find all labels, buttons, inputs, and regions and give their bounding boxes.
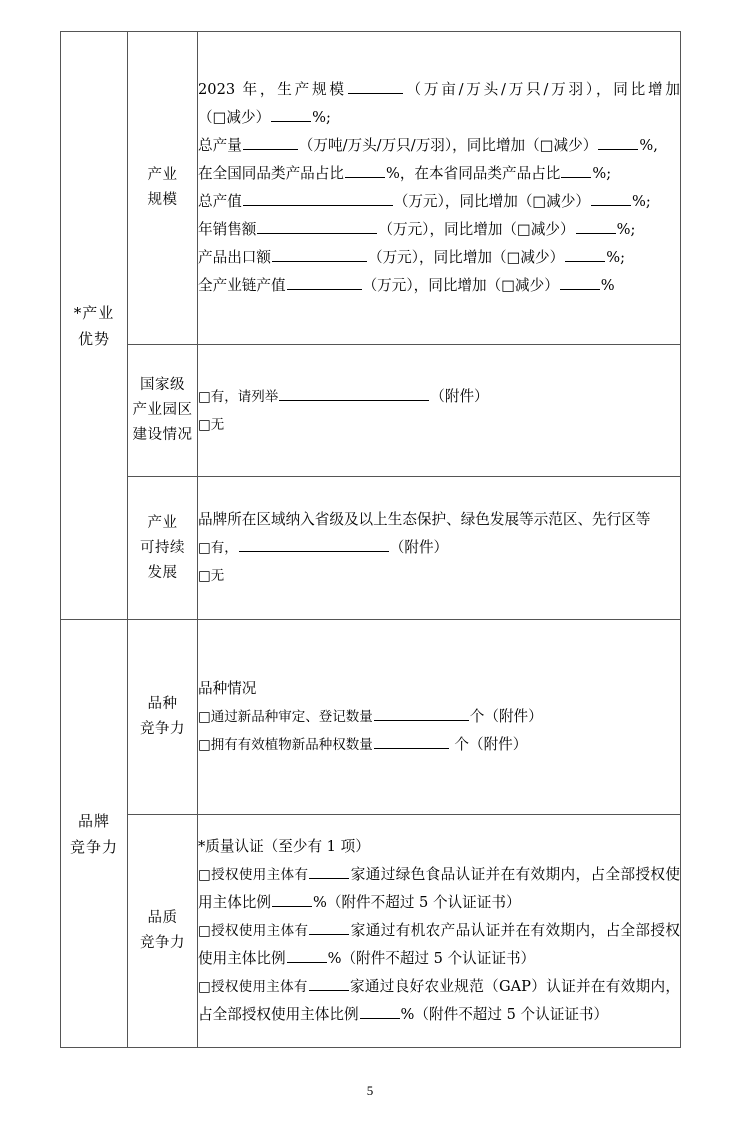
form-line-annual-sales xyxy=(198,216,680,244)
blank-total-output-change-pct[interactable] xyxy=(598,134,638,150)
cell-national-park-content xyxy=(198,345,681,477)
text-segment: %（附件不超过 5 个认证证书） xyxy=(327,950,536,967)
blank-annual-sales-amount[interactable] xyxy=(257,218,377,234)
group-label-line: *产业 xyxy=(73,303,115,322)
text-segment: 全产业链产值 xyxy=(198,277,286,294)
checkbox-park-has[interactable]: □有，请列举 xyxy=(198,388,279,405)
text-segment: %（附件不超过 5 个认证证书） xyxy=(312,894,521,911)
text-segment: %（附件不超过 5 个认证证书） xyxy=(400,1006,609,1023)
checkbox-green-food-cert[interactable]: □授权使用主体有 xyxy=(198,867,309,883)
form-line-gap-cert xyxy=(198,973,680,1029)
group-label-line: 竞争力 xyxy=(69,837,118,856)
text-segment: 年销售额 xyxy=(198,221,257,238)
page-number: 5 xyxy=(366,1083,374,1098)
text-segment: %，在本省同品类产品占比 xyxy=(385,165,561,182)
cell-industry-scale-content xyxy=(198,32,681,345)
text-segment: 家通过有机农产品认证并在有效期内，占全部授权使用主体比例 xyxy=(198,922,680,967)
checkbox-variety-rights[interactable]: □拥有有效植物新品种权数量 xyxy=(198,737,373,753)
text-segment: （附件） xyxy=(430,387,489,405)
table-row-industry-scale xyxy=(61,32,681,345)
sub-label-line: 发展 xyxy=(147,564,178,581)
cell-quality-competitiveness-content xyxy=(198,815,681,1048)
form-line-export-value xyxy=(198,244,680,272)
form-line-variety-rights xyxy=(198,731,680,759)
blank-park-list[interactable] xyxy=(279,385,429,401)
blank-sustain-detail[interactable] xyxy=(239,536,389,552)
blank-green-food-cert-pct[interactable] xyxy=(272,891,312,907)
text-segment: %; xyxy=(632,193,651,210)
group-label-brand-competitiveness xyxy=(61,620,128,1048)
blank-export-value-change-pct[interactable] xyxy=(565,246,605,262)
text-segment: % xyxy=(600,277,615,294)
sub-label-industry-scale xyxy=(128,32,198,345)
group-label-industry-advantage xyxy=(61,32,128,620)
form-line-production-scale xyxy=(198,76,680,132)
text-segment: 个（附件） xyxy=(469,708,543,725)
sub-label-line: 竞争力 xyxy=(140,721,185,737)
checkbox-sustain-has[interactable]: □有， xyxy=(198,540,238,556)
text-segment: %, xyxy=(639,137,658,154)
blank-organic-cert-count[interactable] xyxy=(309,919,349,935)
text-segment: （附件） xyxy=(389,539,449,556)
form-line-organic-cert xyxy=(198,917,680,973)
checkbox-gap-cert[interactable]: □授权使用主体有 xyxy=(198,979,308,995)
form-line-park-no xyxy=(198,411,680,439)
sub-label-national-industrial-park xyxy=(128,345,198,477)
blank-province-share-pct[interactable] xyxy=(561,162,591,178)
form-line-sustain-description: 品牌所在区域纳入省级及以上生态保护、绿色发展等示范区、先行区等 xyxy=(198,511,651,528)
text-segment: 2023 年，生产规模 xyxy=(198,81,347,98)
form-line-park-yes xyxy=(198,383,680,411)
blank-organic-cert-pct[interactable] xyxy=(287,947,327,963)
sub-label-line: 产业 xyxy=(147,167,178,183)
table-row-quality-competitiveness xyxy=(61,815,681,1048)
sub-label-line: 竞争力 xyxy=(140,935,185,951)
sub-label-line: 国家级 xyxy=(140,377,185,393)
text-segment: （万元），同比增加（□减少） xyxy=(393,193,591,210)
text-segment: 产品出口额 xyxy=(198,249,271,266)
table-row-national-park xyxy=(61,345,681,477)
form-line-quality-heading: *质量认证（至少有 1 项） xyxy=(198,838,370,855)
text-segment: （万亩/万头/万只/万羽），同比增加 xyxy=(403,81,681,98)
blank-chain-value-change-pct[interactable] xyxy=(560,274,600,290)
blank-variety-approved-count[interactable] xyxy=(374,705,469,721)
blank-annual-sales-change-pct[interactable] xyxy=(576,218,616,234)
form-line-total-output xyxy=(198,132,680,160)
text-segment: 个（附件） xyxy=(449,736,528,753)
blank-gap-cert-count[interactable] xyxy=(309,975,349,991)
sub-label-line: 可持续 xyxy=(140,539,185,556)
blank-national-share-pct[interactable] xyxy=(345,162,385,178)
sub-label-line: 规模 xyxy=(147,192,178,208)
sub-label-line: 建设情况 xyxy=(132,427,193,443)
checkbox-sustain-none[interactable]: □无 xyxy=(198,568,225,584)
text-segment: 家通过良好农业规范（GAP）认证并在有效期内，占全部授权使用主体比例 xyxy=(198,978,680,1023)
text-segment: （万吨/万头/万只/万羽），同比增加（□减少） xyxy=(298,137,598,154)
form-line-sustain-yes xyxy=(198,534,680,562)
table-row-variety-competitiveness xyxy=(61,620,681,815)
cell-sustainable-development-content xyxy=(198,477,681,620)
blank-total-value-change-pct[interactable] xyxy=(591,190,631,206)
text-segment: （万元），同比增加（□减少） xyxy=(367,249,565,266)
text-segment: 家通过绿色食品认证并在有效期内，占全部授权使用主体比例 xyxy=(198,866,680,911)
blank-green-food-cert-count[interactable] xyxy=(309,863,349,879)
text-segment: %; xyxy=(312,109,331,126)
checkbox-variety-approved[interactable]: □通过新品种审定、登记数量 xyxy=(198,709,373,725)
group-label-line: 优势 xyxy=(77,329,110,348)
sub-label-sustainable-development xyxy=(128,477,198,620)
text-segment: （万元），同比增加（□减少） xyxy=(378,221,575,238)
form-line-total-value xyxy=(198,188,680,216)
sub-label-line: 品种 xyxy=(147,696,178,712)
checkbox-park-none[interactable]: □无 xyxy=(198,416,225,433)
blank-gap-cert-pct[interactable] xyxy=(360,1003,400,1019)
sub-label-line: 产业园区 xyxy=(132,402,193,418)
text-segment: %; xyxy=(616,221,636,238)
text-segment: 在全国同品类产品占比 xyxy=(198,165,344,182)
form-line-variety-approved xyxy=(198,703,680,731)
form-line-national-share xyxy=(198,160,680,188)
group-label-line: 品牌 xyxy=(77,811,110,830)
cell-variety-competitiveness-content xyxy=(198,620,681,815)
table-row-sustainable-development xyxy=(61,477,681,620)
text-segment: 总产量 xyxy=(198,137,242,154)
blank-total-value-amount[interactable] xyxy=(243,190,393,206)
sub-label-line: 品质 xyxy=(147,910,178,926)
form-line-variety-heading: 品种情况 xyxy=(198,680,257,697)
text-segment: %; xyxy=(592,165,612,182)
blank-variety-rights-count[interactable] xyxy=(374,733,449,749)
blank-export-value-amount[interactable] xyxy=(272,246,367,262)
form-line-chain-value xyxy=(198,272,680,300)
text-segment: %; xyxy=(606,249,625,266)
sub-label-quality-competitiveness xyxy=(128,815,198,1048)
form-line-green-food-cert xyxy=(198,861,680,917)
sub-label-line: 产业 xyxy=(147,514,178,531)
checkbox-organic-cert[interactable]: □授权使用主体有 xyxy=(198,923,309,939)
blank-chain-value-amount[interactable] xyxy=(287,274,362,290)
industry-advantage-form-table xyxy=(60,31,681,1048)
sub-label-variety-competitiveness xyxy=(128,620,198,815)
blank-production-scale-value[interactable] xyxy=(348,78,403,94)
blank-total-output-value[interactable] xyxy=(243,134,298,150)
text-segment: （□减少） xyxy=(198,109,271,126)
blank-production-scale-change-pct[interactable] xyxy=(271,106,311,122)
text-segment: （万元），同比增加（□减少） xyxy=(362,277,559,294)
text-segment: 总产值 xyxy=(198,193,242,210)
form-line-sustain-no xyxy=(198,562,680,590)
